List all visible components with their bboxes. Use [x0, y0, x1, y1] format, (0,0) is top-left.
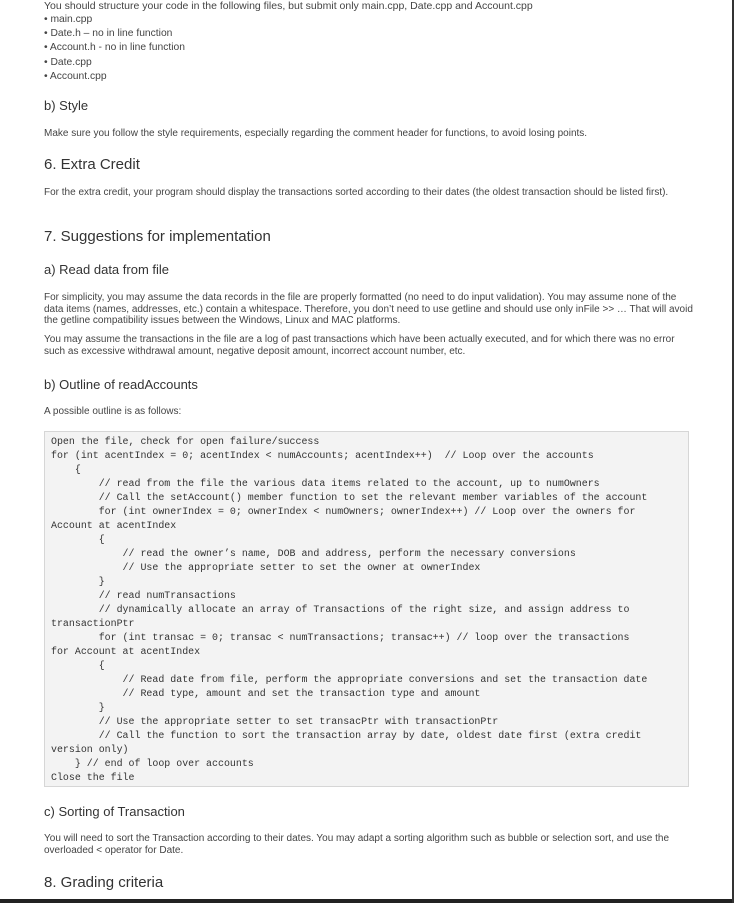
file-list-item: • Date.h – no in line function [44, 27, 185, 41]
file-list-item: • Account.cpp [44, 70, 185, 84]
intro-line: You should structure your code in the following files, but submit only main.cpp, Date.cpp and Account.cpp [44, 0, 533, 12]
file-list-item: • main.cpp [44, 13, 185, 27]
grading-heading: 8. Grading criteria [44, 874, 164, 891]
sorting-heading: c) Sorting of Transaction [44, 804, 185, 819]
outline-intro: A possible outline is as follows: [44, 406, 182, 417]
file-list-item: • Date.cpp [44, 56, 185, 70]
bottom-divider [0, 899, 734, 903]
code-block: Open the file, check for open failure/success for (int acentIndex = 0; acentIndex < numAccounts; acentIndex++) // Loop over the accounts { // read from the file the various data items related to the account, up to numOwners // Call the setAccount() member function to set the relevant member variables of the account for (int ownerIndex = 0; ownerIndex < numOwners; ownerIndex++) // Loop over the owners for Account at acentIndex { // read the owner’s name, DOB and address, perform the necessary conversions // Use the appropriate setter to set the owner at ownerIndex } // read numTransactions // dynamically allocate an array of Transactions of the right size, and assign address to transactionPtr for (int transac = 0; transac < numTransactions; transac++) // loop over the transactions for Account at acentIndex { // Read date from file, perform the appropriate conversions and set the transaction date // Read type, amount and set the transaction type and amount } // Use the appropriate setter to set transacPtr with transactionPtr // Call the function to sort the transaction array by date, oldest date first (extra credit version only) } // end of loop over accounts Close the file [44, 431, 689, 787]
sorting-paragraph: You will need to sort the Transaction according to their dates. You may adapt a sorting algorithm such as bubble or selection sort, and use the overloaded < operator for Date. [44, 833, 670, 856]
file-list-item: • Account.h - no in line function [44, 41, 185, 55]
extra-credit-paragraph: For the extra credit, your program should display the transactions sorted according to their dates (the oldest transaction should be listed first). [44, 187, 669, 198]
read-data-heading: a) Read data from file [44, 262, 170, 277]
read-data-paragraph-2: You may assume the transactions in the file are a log of past transactions which have been actually executed, and for which there was no error such as excessive withdrawal amount, negative deposit amount, incorrect account number, etc. [44, 334, 675, 357]
suggestions-heading: 7. Suggestions for implementation [44, 228, 271, 245]
outline-heading: b) Outline of readAccounts [44, 377, 198, 392]
style-heading: b) Style [44, 98, 89, 113]
style-paragraph: Make sure you follow the style requirements, especially regarding the comment header for functions, to avoid losing points. [44, 128, 588, 139]
extra-credit-heading: 6. Extra Credit [44, 156, 140, 173]
read-data-paragraph-1: For simplicity, you may assume the data records in the file are properly formatted (no need to do input validation). You may assume none of the data items (names, addresses, etc.) contain a whitespace. Therefore, you don’t need to use getline and should use only inFile >> … That will avoid the getline compatibility issues between the Windows, Linux and MAC platforms. [44, 292, 693, 327]
file-list [44, 13, 185, 84]
